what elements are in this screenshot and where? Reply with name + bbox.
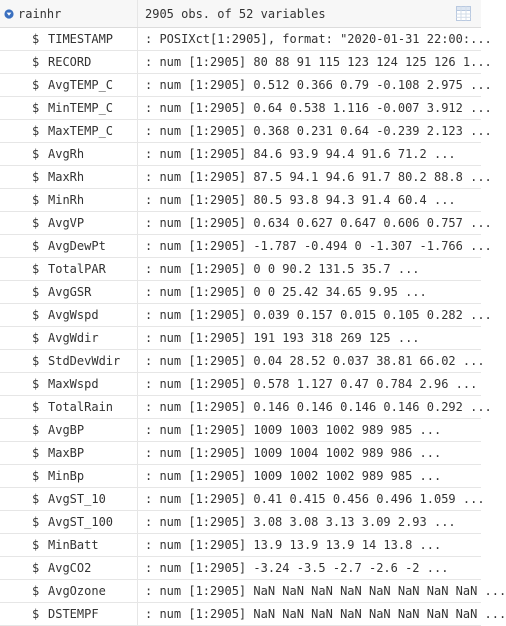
variable-value: : num [1:2905] 0.039 0.157 0.015 0.105 0.282 ... [145, 308, 492, 322]
variable-value-cell [139, 235, 492, 257]
collapse-triangle-icon[interactable] [4, 9, 14, 19]
variable-name: AvgRh [48, 147, 85, 161]
variable-name: AvgST_100 [48, 515, 114, 529]
variable-value: : num [1:2905] 191 193 318 269 125 ... [145, 331, 420, 345]
variable-name-cell [0, 442, 138, 464]
variable-value-cell [139, 28, 492, 50]
variable-name-cell [0, 258, 138, 280]
variable-name: MinTEMP_C [48, 101, 114, 115]
variable-name: AvgDewPt [48, 239, 106, 253]
variable-row[interactable] [0, 28, 492, 51]
variable-row[interactable] [0, 350, 485, 373]
variable-value-cell [139, 580, 506, 602]
variable-value-cell [139, 97, 492, 119]
variable-row[interactable] [0, 304, 492, 327]
variable-value-cell [139, 603, 506, 625]
variable-row[interactable] [0, 74, 492, 97]
dollar-sign: $ [32, 331, 40, 345]
variable-value: : num [1:2905] 1009 1003 1002 989 985 ... [145, 423, 442, 437]
variable-value-cell [139, 281, 481, 303]
variable-value-cell [139, 373, 481, 395]
variable-name: MinBatt [48, 538, 99, 552]
variable-row[interactable] [0, 166, 492, 189]
object-summary-cell [139, 0, 481, 27]
variable-row[interactable] [0, 442, 481, 465]
variable-value-cell [139, 557, 481, 579]
variable-name-cell [0, 281, 138, 303]
variable-name-cell [0, 396, 138, 418]
variable-value: : num [1:2905] 80 88 91 115 123 124 125 126 1... [145, 55, 492, 69]
dollar-sign: $ [32, 538, 40, 552]
variable-name-cell [0, 97, 138, 119]
variable-value: : num [1:2905] 0.41 0.415 0.456 0.496 1.059 ... [145, 492, 485, 506]
object-name-cell [0, 0, 138, 27]
variable-value: : num [1:2905] 80.5 93.8 94.3 91.4 60.4 ... [145, 193, 456, 207]
dollar-sign: $ [32, 308, 40, 322]
variable-value-cell [139, 419, 481, 441]
variable-name-cell [0, 143, 138, 165]
variable-row[interactable] [0, 189, 481, 212]
variable-name-cell [0, 327, 138, 349]
variable-value: : num [1:2905] 84.6 93.9 94.4 91.6 71.2 ... [145, 147, 456, 161]
variable-value-cell [139, 534, 481, 556]
variable-name-cell [0, 373, 138, 395]
dollar-sign: $ [32, 607, 40, 621]
variable-value: : num [1:2905] 0 0 25.42 34.65 9.95 ... [145, 285, 427, 299]
variable-name: AvgOzone [48, 584, 106, 598]
variable-value: : num [1:2905] -1.787 -0.494 0 -1.307 -1.766 ... [145, 239, 492, 253]
dollar-sign: $ [32, 469, 40, 483]
variable-name: MaxWspd [48, 377, 99, 391]
dollar-sign: $ [32, 147, 40, 161]
variable-value: : num [1:2905] 0.634 0.627 0.647 0.606 0.757 ... [145, 216, 492, 230]
dollar-sign: $ [32, 78, 40, 92]
dollar-sign: $ [32, 492, 40, 506]
variable-value-cell [139, 442, 481, 464]
variable-value: : num [1:2905] 87.5 94.1 94.6 91.7 80.2 88.8 ... [145, 170, 492, 184]
variable-value-cell [139, 189, 481, 211]
variable-name: MinBp [48, 469, 85, 483]
variable-row[interactable] [0, 534, 481, 557]
variable-name-cell [0, 51, 138, 73]
variable-value: : num [1:2905] 0.04 28.52 0.037 38.81 66.02 ... [145, 354, 485, 368]
variable-value-cell [139, 350, 485, 372]
variable-value-cell [139, 166, 492, 188]
variable-name-cell [0, 603, 138, 625]
variable-row[interactable] [0, 557, 481, 580]
dollar-sign: $ [32, 400, 40, 414]
dollar-sign: $ [32, 239, 40, 253]
dollar-sign: $ [32, 446, 40, 460]
variable-name-cell [0, 189, 138, 211]
variable-row[interactable] [0, 373, 481, 396]
variable-row[interactable] [0, 396, 492, 419]
variable-name: MaxTEMP_C [48, 124, 114, 138]
dollar-sign: $ [32, 124, 40, 138]
variable-name-cell [0, 488, 138, 510]
variable-row[interactable] [0, 120, 492, 143]
variable-name: AvgBP [48, 423, 85, 437]
variable-name-cell [0, 580, 138, 602]
variable-value: : num [1:2905] NaN NaN NaN NaN NaN NaN NaN NaN ... [145, 607, 506, 621]
dollar-sign: $ [32, 423, 40, 437]
dollar-sign: $ [32, 193, 40, 207]
variable-row[interactable] [0, 327, 481, 350]
variable-name-cell [0, 28, 138, 50]
variable-name-cell [0, 350, 138, 372]
variable-value-cell [139, 74, 492, 96]
variable-row[interactable] [0, 580, 506, 603]
variable-value: : num [1:2905] 1009 1002 1002 989 985 ... [145, 469, 442, 483]
variable-name: AvgVP [48, 216, 85, 230]
variable-value: : num [1:2905] 13.9 13.9 13.9 14 13.8 ... [145, 538, 442, 552]
dollar-sign: $ [32, 216, 40, 230]
dollar-sign: $ [32, 55, 40, 69]
variable-row[interactable] [0, 281, 481, 304]
variable-value-cell [139, 212, 492, 234]
variable-name: MinRh [48, 193, 85, 207]
variable-name: AvgWspd [48, 308, 99, 322]
variable-name-cell [0, 212, 138, 234]
dollar-sign: $ [32, 561, 40, 575]
variable-value-cell [139, 304, 492, 326]
variable-value: : num [1:2905] 0.368 0.231 0.64 -0.239 2.123 ... [145, 124, 492, 138]
variable-name-cell [0, 235, 138, 257]
variable-value: : num [1:2905] 0.64 0.538 1.116 -0.007 3.912 ... [145, 101, 492, 115]
variable-value-cell [139, 488, 485, 510]
variable-value: : POSIXct[1:2905], format: "2020-01-31 22:00:... [145, 32, 492, 46]
variable-name-cell [0, 511, 138, 533]
variable-name-cell [0, 534, 138, 556]
variable-name: TotalPAR [48, 262, 106, 276]
variable-value: : num [1:2905] -3.24 -3.5 -2.7 -2.6 -2 ... [145, 561, 449, 575]
variable-row[interactable] [0, 143, 481, 166]
variable-row[interactable] [0, 235, 492, 258]
variable-name: RECORD [48, 55, 92, 69]
dollar-sign: $ [32, 584, 40, 598]
variable-row[interactable] [0, 419, 481, 442]
variable-row[interactable] [0, 97, 492, 120]
variable-value-cell [139, 465, 481, 487]
variable-value-cell [139, 258, 481, 280]
dollar-sign: $ [32, 170, 40, 184]
variable-value: : num [1:2905] 0.146 0.146 0.146 0.146 0.292 ... [145, 400, 492, 414]
variable-value-cell [139, 327, 481, 349]
variable-name-cell [0, 419, 138, 441]
variable-row[interactable] [0, 212, 492, 235]
variable-name: TIMESTAMP [48, 32, 114, 46]
variable-row[interactable] [0, 488, 485, 511]
variable-value: : num [1:2905] 3.08 3.08 3.13 3.09 2.93 ... [145, 515, 456, 529]
dollar-sign: $ [32, 354, 40, 368]
variable-name: StdDevWdir [48, 354, 121, 368]
variable-value-cell [139, 120, 492, 142]
dollar-sign: $ [32, 285, 40, 299]
dollar-sign: $ [32, 101, 40, 115]
grid-view-icon[interactable] [456, 6, 471, 21]
variable-name: TotalRain [48, 400, 114, 414]
variable-row[interactable] [0, 51, 492, 74]
variable-value: : num [1:2905] 0.578 1.127 0.47 0.784 2.96 ... [145, 377, 478, 391]
dollar-sign: $ [32, 32, 40, 46]
variable-name: AvgTEMP_C [48, 78, 114, 92]
variable-name: MaxRh [48, 170, 85, 184]
variable-value: : num [1:2905] 0.512 0.366 0.79 -0.108 2.975 ... [145, 78, 492, 92]
variable-name-cell [0, 74, 138, 96]
variable-value: : num [1:2905] NaN NaN NaN NaN NaN NaN NaN NaN ... [145, 584, 506, 598]
variable-name: AvgST_10 [48, 492, 106, 506]
dollar-sign: $ [32, 515, 40, 529]
variable-name: MaxBP [48, 446, 85, 460]
variable-list [0, 28, 506, 626]
variable-value: : num [1:2905] 0 0 90.2 131.5 35.7 ... [145, 262, 420, 276]
variable-name-cell [0, 557, 138, 579]
variable-value-cell [139, 143, 481, 165]
variable-name-cell [0, 166, 138, 188]
variable-value-cell [139, 511, 481, 533]
variable-name: DSTEMPF [48, 607, 99, 621]
object-header-row[interactable] [0, 0, 481, 28]
variable-value-cell [139, 396, 492, 418]
variable-name-cell [0, 304, 138, 326]
variable-name-cell [0, 465, 138, 487]
variable-row[interactable] [0, 511, 481, 534]
variable-row[interactable] [0, 258, 481, 281]
variable-name-cell [0, 120, 138, 142]
object-summary: 2905 obs. of 52 variables [145, 7, 326, 21]
variable-name: AvgWdir [48, 331, 99, 345]
variable-value-cell [139, 51, 492, 73]
variable-value: : num [1:2905] 1009 1004 1002 989 986 ... [145, 446, 442, 460]
variable-row[interactable] [0, 603, 506, 626]
variable-name: AvgGSR [48, 285, 92, 299]
object-name: rainhr [18, 7, 62, 21]
dollar-sign: $ [32, 262, 40, 276]
variable-row[interactable] [0, 465, 481, 488]
variable-name: AvgCO2 [48, 561, 92, 575]
dollar-sign: $ [32, 377, 40, 391]
